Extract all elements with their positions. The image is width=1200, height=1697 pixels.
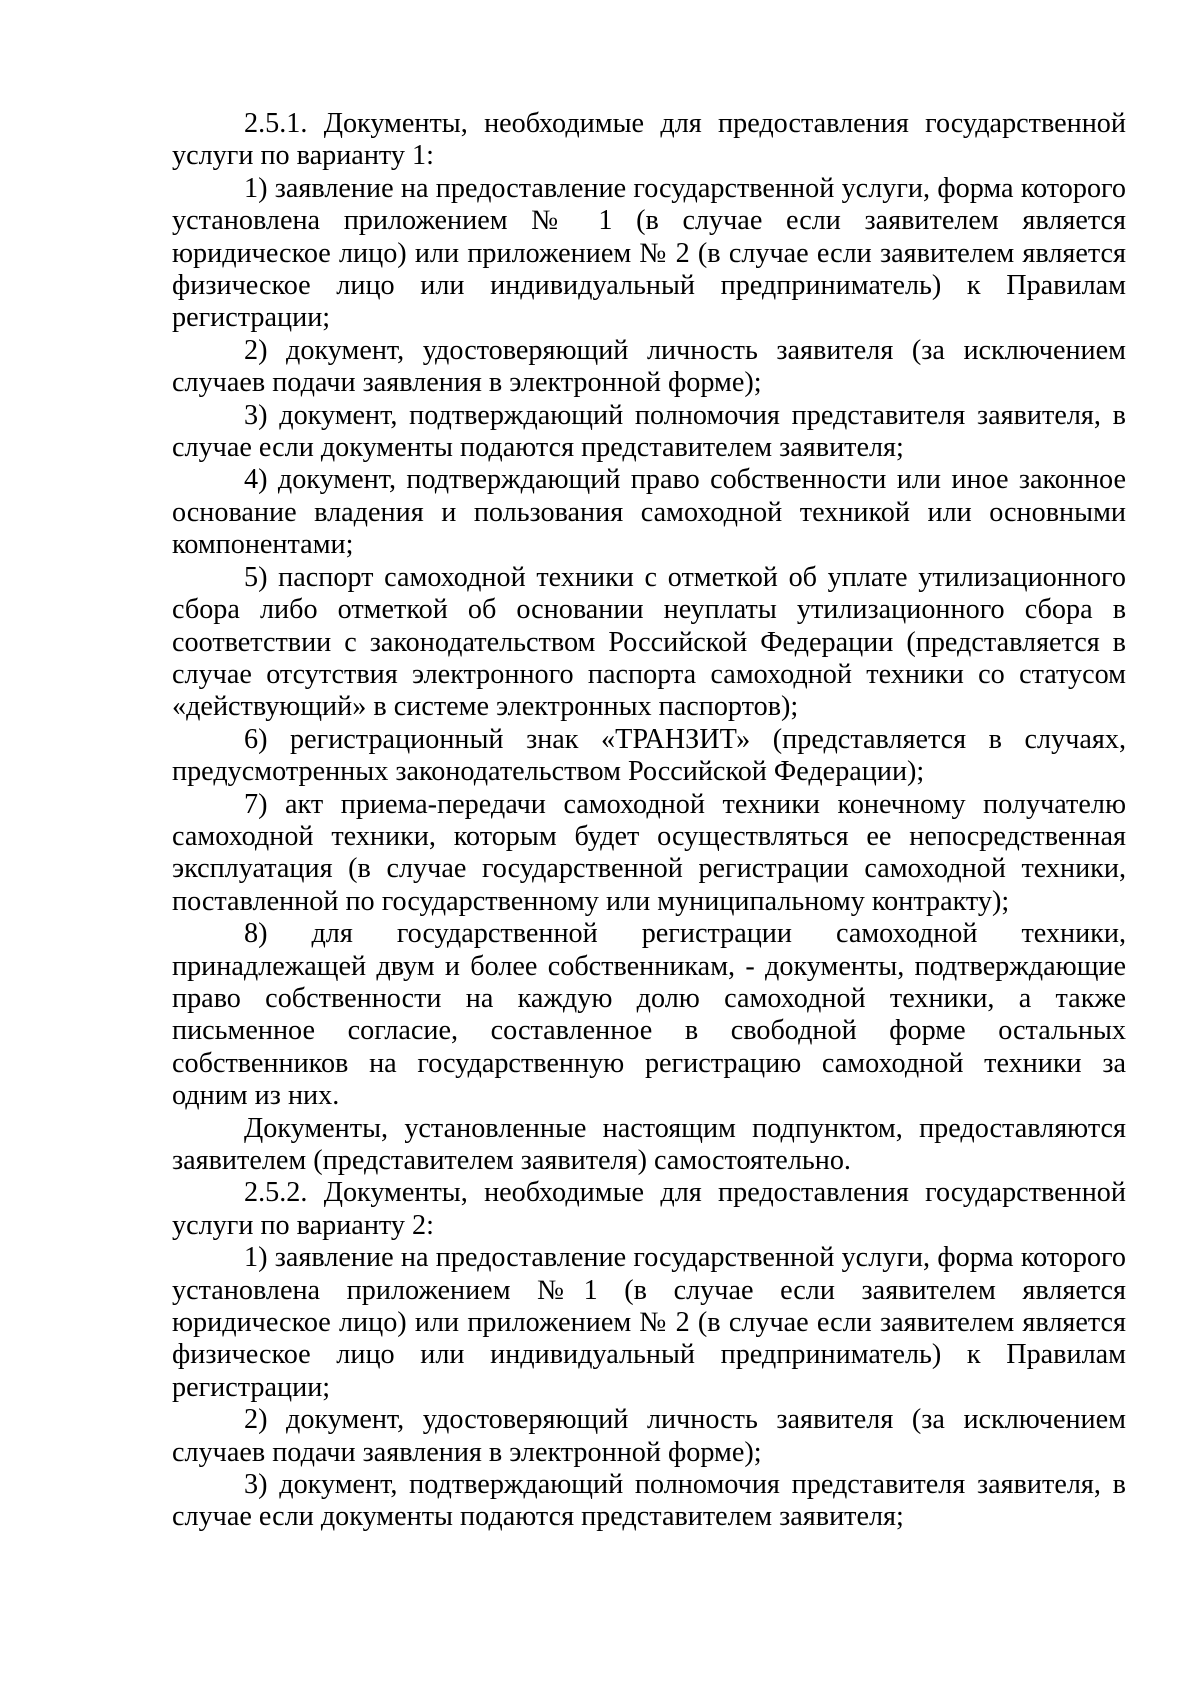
paragraph-item-7: 7) акт приема-передачи самоходной техники конечному получателю самоходной техники, которым будет осуществляться ее непосредственная эксплуатация (в случае государственной регистрации самоходной техники, поставленной по государственному или муниципальному контракту); <box>172 788 1126 917</box>
paragraph-note: Документы, установленные настоящим подпунктом, предоставляются заявителем (представителем заявителя) самостоятельно. <box>172 1112 1126 1176</box>
paragraph-variant2-item-2: 2) документ, удостоверяющий личность заявителя (за исключением случаев подачи заявления в электронной форме); <box>172 1404 1126 1468</box>
paragraph-item-2: 2) документ, удостоверяющий личность заявителя (за исключением случаев подачи заявления в электронной форме); <box>172 334 1126 399</box>
paragraph-2-5-1-heading: 2.5.1. Документы, необходимые для предоставления государственной услуги по варианту 1: <box>172 108 1126 172</box>
paragraph-variant2-item-1: 1) заявление на предоставление государственной услуги, форма которого установлена приложением №1 (в случае если заявителем является юридическое лицо) или приложением № 2 (в случае если заявителем является физическое лицо или индивидуальный предприниматель) к Правилам регистрации; <box>172 1242 1126 1403</box>
document-page <box>172 108 1126 1534</box>
paragraph-item-4: 4) документ, подтверждающий право собственности или иное законное основание владения и пользования самоходной техникой или основными компонентами; <box>172 464 1126 561</box>
paragraph-2-5-2-heading: 2.5.2. Документы, необходимые для предоставления государственной услуги по варианту 2: <box>172 1177 1126 1241</box>
paragraph-item-1: 1) заявление на предоставление государственной услуги, форма которого установлена приложением № 1 (в случае если заявителем является юридическое лицо) или приложением № 2 (в случае если заявителем является физическое лицо или индивидуальный предприниматель) к Правилам регистрации; <box>172 172 1126 334</box>
paragraph-item-6: 6) регистрационный знак «ТРАНЗИТ» (представляется в случаях, предусмотренных законодательством Российской Федерации); <box>172 723 1126 788</box>
paragraph-item-3: 3) документ, подтверждающий полномочия представителя заявителя, в случае если документы подаются представителем заявителя; <box>172 399 1126 464</box>
paragraph-item-8: 8) для государственной регистрации самоходной техники, принадлежащей двум и более собственникам, - документы, подтверждающие право собственности на каждую долю самоходной техники, а также письменное согласие, составленное в свободной форме остальных собственников на государственную регистрацию самоходной техники за одним из них. <box>172 918 1126 1112</box>
paragraph-variant2-item-3: 3) документ, подтверждающий полномочия представителя заявителя, в случае если документы подаются представителем заявителя; <box>172 1469 1126 1533</box>
paragraph-item-5: 5) паспорт самоходной техники с отметкой об уплате утилизационного сбора либо отметкой об основании неуплаты утилизационного сбора в соответствии с законодательством Российской Федерации (представляется в случае отсутствия электронного паспорта самоходной техники со статусом «действующий» в системе электронных паспортов); <box>172 561 1126 723</box>
